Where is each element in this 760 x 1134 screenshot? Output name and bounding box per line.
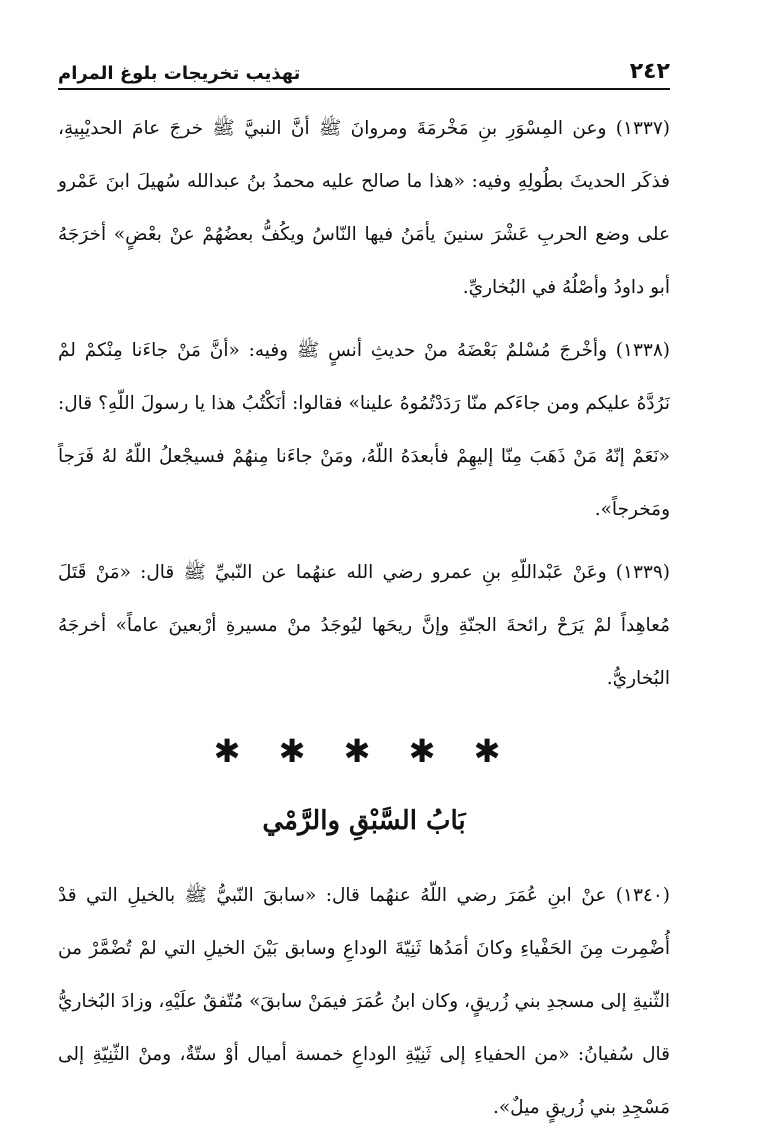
- hadith-1339: (١٣٣٩) وعَنْ عَبْداللّهِ بنِ عمرو رضي الله عنهُما عن النّبيِّ ﷺ قال: «مَنْ قَتَلَ مُعاهِداً لمْ يَرَحْ رائحةَ الجنّةِ وإنَّ ريحَها ليُوجَدُ منْ مسيرةِ أرْبعينَ عاماً» أخرجَهُ البُخاريُّ.: [58, 562, 670, 689]
- chapter-title: بَابُ السَّبْقِ والرَّمْي: [262, 806, 466, 836]
- hadith-1338: (١٣٣٨) وأخْرجَ مُسْلمٌ بَعْضَهُ منْ حديثِ أنسٍ ﷺ وفيه: «أنَّ مَنْ جاءَنا مِنْكمْ لمْ نَرُدَّهُ عليكم ومن جاءَكم منّا رَدَدْتُمُوهُ علينا» فقالوا: أنَكْتُبُ هذا يا رسولَ اللّهِ؟ قال: «نَعَمْ إنّهُ مَنْ ذَهَبَ مِنّا إليهِمْ فأبعدَهُ اللّهُ، ومَنْ جاءَنا مِنهُمْ فسيجْعلُ اللّهُ لهُ فَرَجاً ومَخرجاً».: [58, 340, 670, 520]
- page-number: ٢٤٢: [629, 59, 670, 84]
- section-separator: ✱ ✱ ✱ ✱ ✱: [213, 732, 515, 770]
- running-title: تهذيب تخريجات بلوغ المرام: [58, 63, 301, 84]
- hadith-1337: (١٣٣٧) وعن المِسْوَرِ بنِ مَخْرمَةَ ومروانَ ﷺ أنَّ النبيَّ ﷺ خرجَ عامَ الحديْبِيةِ، فذكَر الحديثَ بطُولِهِ وفيه: «هذا ما صالح عليه محمدُ بنُ عبدالله سُهيلَ ابنَ عَمْرو على وضع الحربِ عَشْرَ سنينَ يأمَنُ فيها النّاسُ ويكُفُّ بعضُهُمْ عنْ بعْضٍ» أخرَجَهُ أبو داودُ وأصْلُهُ في البُخاريِّ.: [58, 118, 670, 298]
- page-header: [58, 52, 670, 90]
- document-page: [58, 52, 670, 1134]
- hadith-1340: (١٣٤٠) عنْ ابنِ عُمَرَ رضي اللّهُ عنهُما قال: «سابقَ النّبيُّ ﷺ بالخيلِ التي قدْ أُضْمِرت مِنَ الحَفْياءِ وكانَ أمَدُها ثَنِيّةَ الوداعِ وسابق بَيْنَ الخيلِ التي لمْ تُضْمَّرْ من الثّنيةِ إلى مسجدِ بني زُريقٍ، وكان ابنُ عُمَرَ فيمَنْ سابقَ» مُتّفقٌ علَيْهِ، وزادَ البُخاريُّ قال سُفيانُ: «من الحفياءِ إلى ثَنِيّةِ الوداعِ خمسة أميال أوْ ستّةٌ، ومنْ الثّنِيّةِ إلى مَسْجِدِ بني زُريقٍ ميلٌ».: [58, 885, 670, 1118]
